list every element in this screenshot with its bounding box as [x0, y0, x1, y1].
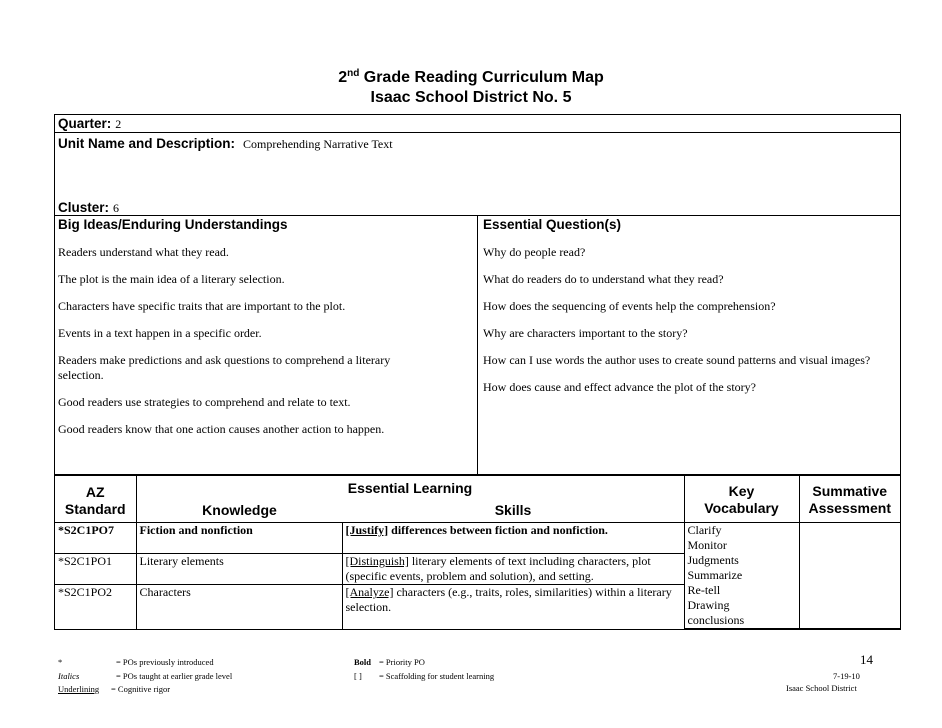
legend-previously-introduced: * = POs previously introduced: [58, 657, 214, 667]
footer-district: Isaac School District: [786, 683, 857, 693]
cluster-value: 6: [113, 201, 120, 215]
quarter-row: [55, 115, 900, 133]
big-ideas-column: [55, 216, 478, 474]
essential-learning-header: Essential Learning Knowledge Skills: [136, 476, 684, 523]
summative-assessment-header: Summative Assessment: [799, 476, 900, 523]
learning-header-row: [55, 476, 900, 523]
key-vocabulary-header: Key Vocabulary: [684, 476, 799, 523]
quarter-value: 2: [115, 117, 122, 131]
legend-underlining: Underlining = Cognitive rigor: [58, 684, 171, 694]
legend-bold: Bold = Priority PO: [354, 657, 425, 667]
skills-cell: [Justify] differences between fiction and nonfiction.: [342, 523, 684, 554]
knowledge-header: Knowledge: [202, 502, 277, 518]
quarter-label: Quarter:: [58, 116, 112, 131]
legend-brackets: [ ] = Scaffolding for student learning: [354, 671, 495, 681]
skills-header: Skills: [494, 502, 532, 518]
learning-row: [55, 523, 900, 554]
big-ideas-header: Big Ideas/Enduring Understandings: [58, 217, 288, 232]
page-number: 14: [860, 652, 873, 667]
cluster-label: Cluster:: [58, 200, 110, 215]
essential-questions-header: Essential Question(s): [483, 217, 622, 232]
standard-cell: *S2C1PO2: [55, 585, 136, 629]
knowledge-cell: Characters: [136, 585, 342, 629]
standard-cell: *S2C1PO7: [55, 523, 136, 554]
title-line-2: Isaac School District No. 5: [370, 89, 572, 106]
vocab-item: conclusions: [687, 613, 745, 627]
essential-question-item: What do readers do to understand what they read?: [483, 272, 724, 286]
cluster-line: [58, 199, 119, 217]
big-idea-item: The plot is the main idea of a literary selection.: [58, 272, 285, 286]
unit-value: Comprehending Narrative Text: [243, 137, 393, 151]
vocab-item: Re-tell: [687, 583, 721, 597]
big-idea-item: Events in a text happen in a specific order.: [58, 326, 262, 340]
big-idea-item: Good readers know that one action causes another action to happen.: [58, 422, 385, 436]
title-line-1: 2nd Grade Reading Curriculum Map: [338, 68, 604, 86]
essential-learning-table: [55, 475, 900, 629]
essential-question-item: How does cause and effect advance the plot of the story?: [483, 380, 757, 394]
ideas-questions-section: [55, 216, 900, 475]
vocab-item: Drawing: [687, 598, 730, 612]
standard-cell: *S2C1PO1: [55, 554, 136, 585]
essential-question-item: How does the sequencing of events help the comprehension?: [483, 299, 776, 313]
vocab-item: Judgments: [687, 553, 739, 567]
essential-questions-column: [478, 216, 900, 474]
unit-row: [55, 133, 900, 216]
legend-italics: Italics = POs taught at earlier grade level: [58, 671, 233, 681]
essential-question-item: Why are characters important to the story?: [483, 326, 688, 340]
essential-question-item: How can I use words the author uses to create sound patterns and visual images?: [483, 353, 871, 367]
skills-cell: [Distinguish] literary elements of text including characters, plot (specific events, problem and solution), and setting.: [342, 554, 684, 585]
assessment-cell: [799, 523, 900, 629]
curriculum-map-table: [54, 114, 901, 630]
big-idea-item: Readers make predictions and ask questions to comprehend a literary selection.: [58, 353, 391, 382]
essential-question-item: Why do people read?: [483, 245, 586, 259]
big-idea-item: Characters have specific traits that are important to the plot.: [58, 299, 346, 313]
unit-label: Unit Name and Description:: [58, 136, 236, 151]
knowledge-cell: Literary elements: [136, 554, 342, 585]
document-title: [0, 68, 942, 108]
vocabulary-cell: [684, 523, 799, 629]
vocab-item: Clarify: [687, 523, 722, 537]
vocab-item: Monitor: [687, 538, 727, 552]
knowledge-cell: Fiction and nonfiction: [136, 523, 342, 554]
az-standard-header: AZ Standard: [55, 476, 136, 523]
big-idea-item: Readers understand what they read.: [58, 245, 229, 259]
unit-line: [58, 135, 393, 153]
vocab-item: Summarize: [687, 568, 743, 582]
big-idea-item: Good readers use strategies to comprehend and relate to text.: [58, 395, 351, 409]
skills-cell: [Analyze] characters (e.g., traits, roles, similarities) within a literary selection.: [342, 585, 684, 629]
footer-date: 7-19-10: [833, 671, 860, 681]
